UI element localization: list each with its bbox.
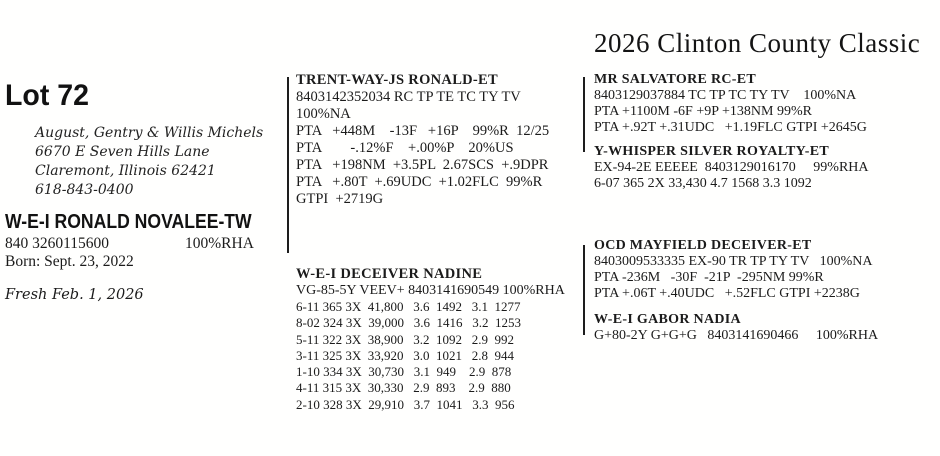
dam-sire-pta-line-1: PTA -236M -30F -21P -295NM 99%R [594, 270, 824, 285]
sire-pta-line-3: PTA +198NM +3.5PL 2.67SCS +.9DPR [296, 157, 549, 173]
sire-block [296, 72, 549, 208]
sire-sire-registration: 8403129037884 TC TP TC TY TV 100%NA [594, 88, 857, 103]
sire-name: TRENT-WAY-JS RONALD-ET [296, 72, 499, 88]
lactation-record: 3-11 325 3X 33,920 3.0 1021 2.8 944 [296, 347, 514, 363]
dam-classification: VG-85-5Y VEEV+ 8403141690549 100%RHA [296, 282, 565, 298]
animal-name: W-E-I RONALD NOVALEE-TW [5, 211, 252, 233]
animal-id-row [5, 235, 275, 253]
dam-lactation-records [296, 299, 565, 413]
dam-sire-name: OCD MAYFIELD DECEIVER-ET [594, 238, 812, 253]
dam-dam-block [594, 312, 878, 344]
sire-sire-pta-line-2: PTA +.92T +.31UDC +1.19FLC GTPI +2645G [594, 120, 867, 135]
animal-rha-percent: 100%RHA [185, 235, 254, 252]
sire-dam-classification: EX-94-2E EEEEE 8403129016170 99%RHA [594, 160, 869, 175]
lactation-record: 8-02 324 3X 39,000 3.6 1416 3.2 1253 [296, 315, 521, 331]
sire-sire-name: MR SALVATORE RC-ET [594, 72, 757, 87]
consignor-city: Claremont, Illinois 62421 [35, 163, 216, 179]
dam-block [296, 266, 565, 413]
pedigree-bracket-line-sire-side [583, 77, 585, 152]
lactation-record: 5-11 322 3X 38,900 3.2 1092 2.9 992 [296, 331, 514, 347]
lactation-record: 2-10 328 3X 29,910 3.7 1041 3.3 956 [296, 396, 515, 412]
lactation-record: 1-10 334 3X 30,730 3.1 949 2.9 878 [296, 364, 512, 380]
pedigree-bracket-line-dam-side [583, 245, 585, 335]
sire-dam-block [594, 144, 869, 192]
sire-na-percent: 100%NA [296, 106, 351, 122]
lot-number: Lot 72 [5, 79, 89, 112]
sire-registration: 8403142352034 RC TP TE TC TY TV [296, 89, 521, 105]
dam-dam-classification: G+80-2Y G+G+G 8403141690466 100%RHA [594, 328, 879, 343]
animal-fresh-date: Fresh Feb. 1, 2026 [5, 287, 144, 303]
sire-sire-block [594, 72, 867, 136]
sire-pta-line-2: PTA -.12%F +.00%P 20%US [296, 140, 514, 156]
sire-sire-pta-line-1: PTA +1100M -6F +9P +138NM 99%R [594, 104, 812, 119]
sire-dam-name: Y-WHISPER SILVER ROYALTY-ET [594, 144, 830, 159]
consignor-block [35, 124, 263, 200]
lactation-record: 6-11 365 3X 41,800 3.6 1492 3.1 1277 [296, 299, 521, 314]
lactation-record: 4-11 315 3X 30,330 2.9 893 2.9 880 [296, 380, 511, 396]
sire-pta-line-1: PTA +448M -13F +16P 99%R 12/25 [296, 123, 550, 139]
sire-dam-lactation-record: 6-07 365 2X 33,430 4.7 1568 3.3 1092 [594, 176, 812, 191]
dam-sire-block [594, 238, 872, 302]
dam-name: W-E-I DECEIVER NADINE [296, 266, 483, 282]
dam-dam-name: W-E-I GABOR NADIA [594, 312, 741, 327]
consignor-name: August, Gentry & Willis Michels [35, 125, 264, 141]
dam-sire-pta-line-2: PTA +.06T +.40UDC +.52FLC GTPI +2238G [594, 286, 860, 301]
animal-birthdate: Born: Sept. 23, 2022 [5, 253, 134, 270]
consignor-phone: 618-843-0400 [35, 182, 134, 198]
dam-sire-registration: 8403009533335 EX-90 TR TP TY TV 100%NA [594, 254, 873, 269]
pedigree-bracket-line-sire-dam [287, 77, 289, 253]
sire-pta-line-4: PTA +.80T +.69UDC +1.02FLC 99%R [296, 174, 543, 190]
consignor-street: 6670 E Seven Hills Lane [35, 144, 210, 160]
animal-registration-number: 840 3260115600 [5, 235, 110, 252]
sale-title: 2026 Clinton County Classic [594, 28, 921, 58]
sire-gtpi: GTPI +2719G [296, 191, 384, 207]
